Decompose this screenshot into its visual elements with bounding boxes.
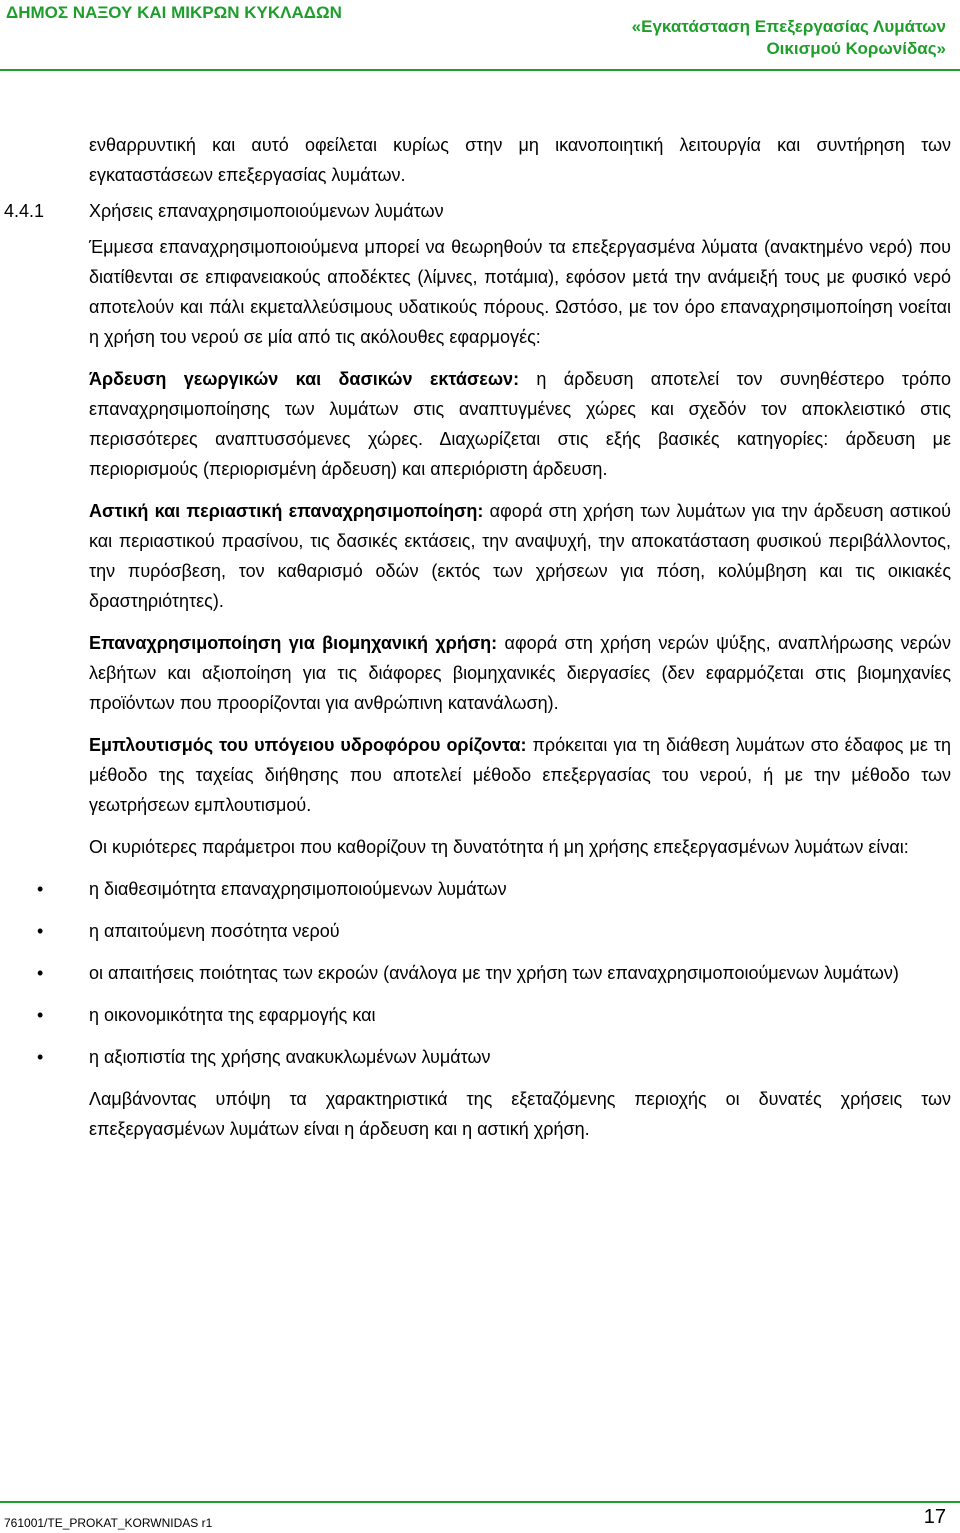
paragraph-urban — [89, 496, 951, 616]
section-title: Χρήσεις επαναχρησιμοποιούμενων λυμάτων — [89, 201, 444, 221]
paragraph-conclusion: Λαμβάνοντας υπόψη τα χαρακτηριστικά της εξεταζόμενης περιοχής οι δυνατές χρήσεις των επεξεργασμένων λυμάτων είναι η άρδευση και η αστική χρήση. — [89, 1089, 951, 1139]
paragraph-industrial — [89, 628, 951, 718]
bullet-icon: • — [37, 921, 44, 941]
desc-urban: αφορά στη χρήση των λυμάτων για την άρδευση αστικού και περιαστικού πρασίνου, τις δασικές εκτάσεις, την αναψυχή, την αποκατάσταση φυσικού περιβάλλοντος, την πυρόσβεση, τον καθαρισμό οδών (εκτός των χρήσεων για πόση, κολύμβηση και τις οικιακές δραστηριότητες). — [89, 501, 951, 611]
desc-irrigation: η άρδευση αποτελεί τον συνηθέστερο τρόπο επαναχρησιμοποίησης των λυμάτων στις αναπτυγμένες χώρες και σχεδόν τον αποκλειστικό στις περισσότερες αναπτυσσόμενες χώρες. Διαχωρίζεται στις εξής βασικές κατηγορίες: άρδευση με περιορισμούς (περιορισμένη άρδευση) και απεριόριστη άρδευση. — [89, 369, 952, 479]
desc-aquifer: πρόκειται για τη διάθεση λυμάτων στο έδαφος με τη μέθοδο της ταχείας διήθησης που αποτελεί μέθοδο επεξεργασίας του νερού, ή με την μέθοδο των γεωτρήσεων εμπλουτισμού. — [89, 735, 952, 815]
page-number: 17 — [923, 1506, 946, 1528]
section-number: 4.4.1 — [4, 201, 45, 221]
paragraph-parameters: Οι κυριότερες παράμετροι που καθορίζουν τη δυνατότητα ή μη χρήσης επεξεργασμένων λυμάτων είναι: — [89, 837, 909, 857]
paragraph-intro: ενθαρρυντική και αυτό οφείλεται κυρίως στην μη ικανοποιητική λειτουργία και συντήρηση των εγκαταστάσεων επεξεργασίας λυμάτων. — [89, 135, 951, 185]
desc-industrial: αφορά στη χρήση νερών ψύξης, αναπλήρωσης νερών λεβήτων και αξιοποίηση για τις διάφορες βιομηχανικές διεργασίες (δεν εφαρμόζεται στις βιομηχανίες προϊόντων που προορίζονται για ανθρώπινη κατανάλωση). — [89, 633, 951, 713]
list-item: • η αξιοπιστία της χρήσης ανακυκλωμένων λυμάτων — [89, 1042, 951, 1072]
list-item: • οι απαιτήσεις ποιότητας των εκροών (ανάλογα με την χρήση των επαναχρησιμοποιούμενων λυμάτων) — [89, 958, 951, 988]
paragraph-reuse: Έμμεσα επαναχρησιμοποιούμενα μπορεί να θεωρηθούν τα επεξεργασμένα λύματα (ανακτημένο νερό) που διατίθενται σε επιφανειακούς αποδέκτες (λίμνες, ποτάμια), εφόσον μετά την ανάμειξή τους με φυσικό νερό αποτελούν και πάλι εκμεταλλεύσιμους υδατικούς πόρους. Ωστόσο, με τον όρο επαναχρησιμοποίηση νοείται η χρήση του νερού σε μία από τις ακόλουθες εφαρμογές: — [89, 237, 951, 347]
term-irrigation: Άρδευση γεωργικών και δασικών εκτάσεων: — [89, 369, 520, 389]
term-aquifer: Εμπλουτισμός του υπόγειου υδροφόρου ορίζοντα: — [89, 735, 527, 755]
header-project-line2: Οικισμού Κορωνίδας» — [766, 39, 946, 58]
bullet-icon: • — [37, 1047, 44, 1067]
list-item: • η απαιτούμενη ποσότητα νερού — [89, 916, 951, 946]
list-item: • η διαθεσιμότητα επαναχρησιμοποιούμενων λυμάτων — [89, 874, 951, 904]
bullet-icon: • — [37, 963, 44, 983]
bullet-icon: • — [37, 879, 44, 899]
header-project-line1: «Εγκατάσταση Επεξεργασίας Λυμάτων — [631, 17, 946, 36]
term-industrial: Επαναχρησιμοποίηση για βιομηχανική χρήση: — [89, 633, 498, 653]
paragraph-aquifer — [89, 730, 951, 820]
footer-divider — [0, 1501, 960, 1503]
section-heading — [4, 196, 951, 226]
document-body — [4, 130, 952, 1144]
bullet-icon: • — [37, 1005, 44, 1025]
paragraph-irrigation — [89, 364, 951, 484]
list-item: • η οικονομικότητα της εφαρμογής και — [89, 1000, 951, 1030]
term-urban: Αστική και περιαστική επαναχρησιμοποίηση: — [89, 501, 484, 521]
parameters-list — [37, 874, 951, 1072]
header-organization: ΔΗΜΟΣ ΝΑΞΟΥ ΚΑΙ ΜΙΚΡΩΝ ΚΥΚΛΑΔΩΝ — [6, 3, 342, 22]
footer-doc-code: 761001/TE_PROKAT_KORWNIDAS r1 — [4, 1516, 213, 1530]
header-project-title — [632, 16, 946, 60]
header-divider — [0, 69, 960, 71]
